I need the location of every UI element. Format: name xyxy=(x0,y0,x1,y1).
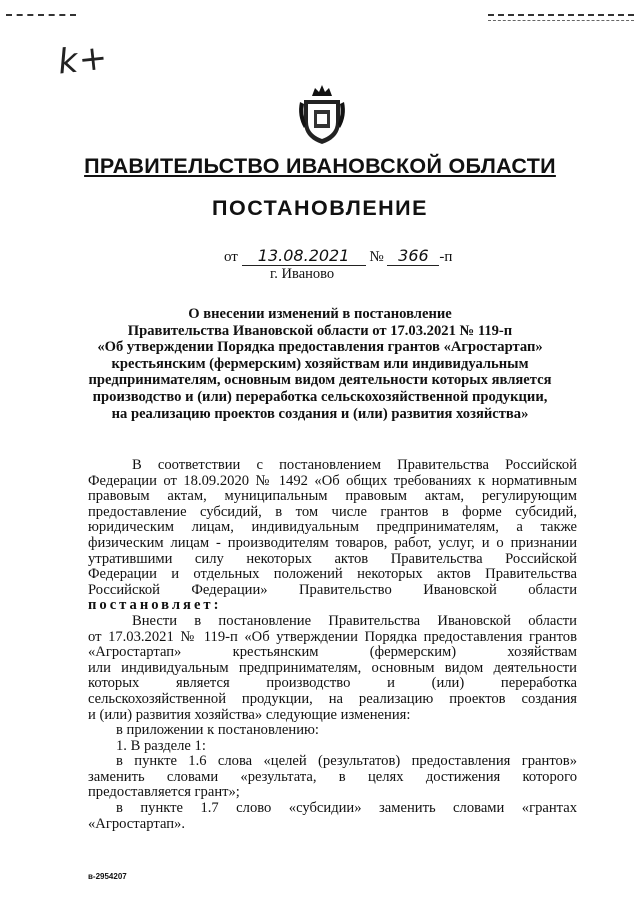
number-sign: № xyxy=(369,249,384,265)
appendix-line: в приложении к постановлению: xyxy=(116,722,319,739)
scan-mark-left xyxy=(6,14,76,20)
preamble-line: Федерации от 18.09.2020 № 1492 «Об общих требованиях к нормативным xyxy=(88,472,577,489)
handwritten-mark: k+ xyxy=(56,37,111,83)
document-type: ПОСТАНОВЛЕНИЕ xyxy=(212,196,428,220)
date-number-line xyxy=(224,247,452,266)
section-line: 1. В разделе 1: xyxy=(116,737,206,754)
preamble-line: В соответствии с постановлением Правительства Российской xyxy=(132,457,577,473)
item-line: в пункте 1.6 слова «целей (результатов) предоставления грантов» xyxy=(116,753,577,770)
main-line: или индивидуальным предпринимателям, основным видом деятельности xyxy=(88,659,577,676)
preamble-line: Федерации и отдельных положений некоторых актов Правительства xyxy=(88,566,577,583)
item-line: заменить словами «результата, в целях достижения которого xyxy=(88,768,577,785)
heading-line: «Об утверждении Порядка предоставления грантов «Агростартап» xyxy=(97,339,543,356)
heading-line: производство и (или) переработка сельскохозяйственной продукции, xyxy=(92,388,548,405)
scan-mark-right-lower xyxy=(488,20,634,25)
item-line: в пункте 1.7 слово «субсидии» заменить словами «грантах xyxy=(116,800,577,817)
handwritten-number: 366 xyxy=(387,247,439,266)
heading-line: крестьянским (фермерским) хозяйствам или индивидуальным xyxy=(111,355,529,372)
main-line: Внести в постановление Правительства Ивановской области xyxy=(132,612,577,629)
preamble-line: юридическим лицам, индивидуальным предпринимателям, а также xyxy=(88,519,577,536)
resolves-word: постановляет: xyxy=(88,597,222,614)
handwritten-date: 13.08.2021 xyxy=(242,247,366,266)
preamble-line: предоставление субсидий, в том числе грантов в форме субсидий, xyxy=(88,503,577,520)
main-line: «Агростартап» крестьянским (фермерским) хозяйствам xyxy=(88,644,577,661)
date-prefix: от xyxy=(224,249,238,265)
preamble-line: правовым актам, муниципальным правовым актам, регулирующим xyxy=(88,488,577,505)
item-line: «Агростартап». xyxy=(88,815,185,832)
number-suffix: -п xyxy=(439,249,453,265)
document-code: в-2954207 xyxy=(88,872,127,881)
organization-title: ПРАВИТЕЛЬСТВО ИВАНОВСКОЙ ОБЛАСТИ xyxy=(84,154,556,178)
main-line: сельскохозяйственной продукции, на реализацию проектов создания xyxy=(88,690,577,707)
heading-line: О внесении изменений в постановление xyxy=(188,306,452,322)
city: г. Иваново xyxy=(270,266,335,282)
document-body xyxy=(88,458,577,832)
main-line: и (или) развития хозяйства» следующие изменения: xyxy=(88,706,411,723)
coat-of-arms-emblem xyxy=(296,82,348,146)
preamble-line: утратившими силу некоторых актов Правительства Российской xyxy=(88,550,577,567)
heading-line: предпринимателям, основным видом деятельности которых является xyxy=(88,372,552,389)
preamble-line: Российской Федерации» Правительство Ивановской области xyxy=(88,581,577,598)
main-line: которых является производство и (или) переработка xyxy=(88,675,577,692)
heading-line: Правительства Ивановской области от 17.03.2021 № 119-п xyxy=(127,322,513,339)
document-heading xyxy=(60,306,580,422)
preamble-line: физическим лицам - производителям товаров, работ, услуг, и о признании xyxy=(88,534,577,551)
resolves-line xyxy=(88,598,577,614)
item-line: предоставляется грант»; xyxy=(88,784,240,801)
main-line: от 17.03.2021 № 119-п «Об утверждении Порядка предоставления грантов xyxy=(88,628,577,645)
heading-line: на реализацию проектов создания и (или) развития хозяйства» xyxy=(111,405,529,422)
